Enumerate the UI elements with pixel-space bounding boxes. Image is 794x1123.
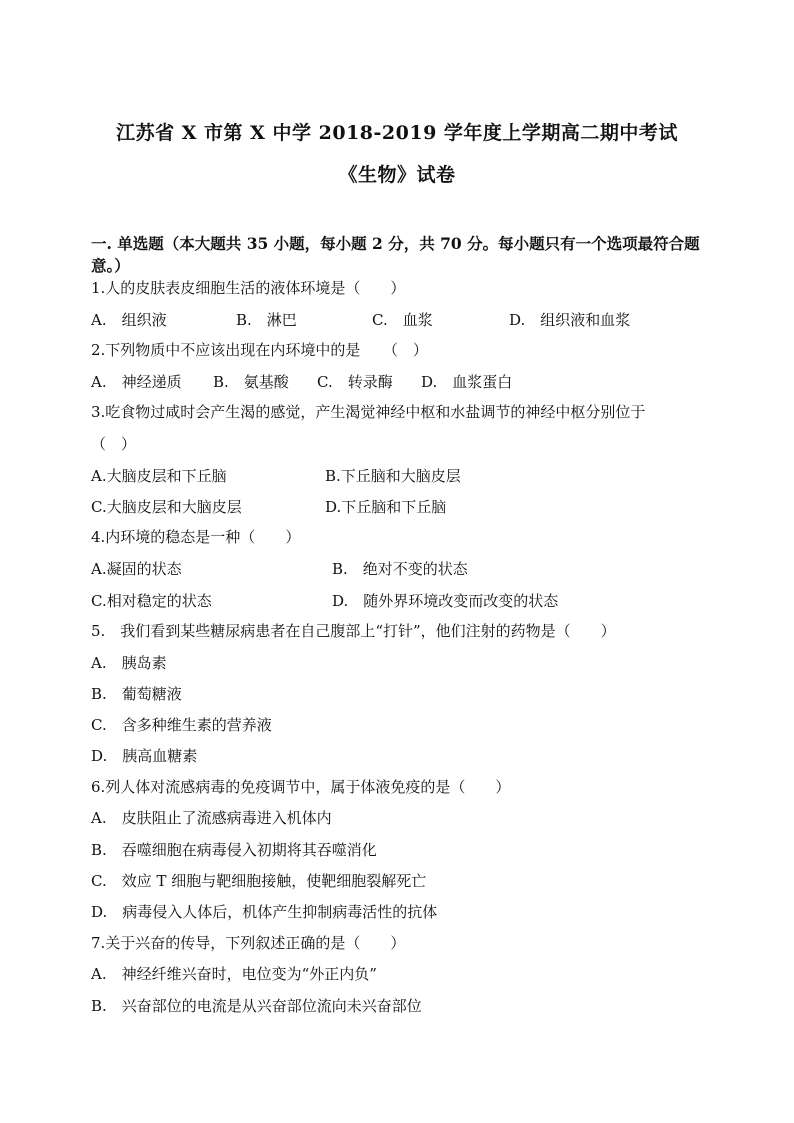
- question-2-option-a: A. 神经递质: [91, 373, 182, 391]
- question-2-option-d: D. 血浆蛋白: [421, 373, 513, 391]
- question-7-option-a: A. 神经纤维兴奋时，电位变为“外正内负”: [91, 965, 377, 983]
- question-2-option-b: B. 氨基酸: [213, 373, 289, 391]
- question-1-option-a: A. 组织液: [91, 311, 167, 329]
- question-1-option-c: C. 血浆: [372, 311, 433, 329]
- question-5-stem: 5. 我们看到某些糖尿病患者在自己腹部上“打针”，他们注射的药物是（ ）: [91, 622, 616, 640]
- question-3-option-c: C.大脑皮层和大脑皮层: [91, 498, 242, 516]
- question-6-stem: 6.列人体对流感病毒的免疫调节中，属于体液免疫的是（ ）: [91, 778, 511, 796]
- question-5-option-d: D. 胰高血糖素: [91, 747, 198, 765]
- question-5-option-b: B. 葡萄糖液: [91, 685, 182, 703]
- question-2-option-c: C. 转录酶: [317, 373, 393, 391]
- question-3-option-a: A.大脑皮层和下丘脑: [91, 467, 227, 485]
- question-4-option-c: C.相对稳定的状态: [91, 592, 212, 610]
- question-3-option-b: B.下丘脑和大脑皮层: [325, 467, 461, 485]
- question-6-option-b: B. 吞噬细胞在病毒侵入初期将其吞噬消化: [91, 841, 377, 859]
- exam-title-line1: 江苏省 X 市第 X 中学 2018-2019 学年度上学期高二期中考试: [116, 122, 678, 144]
- question-6-option-c: C. 效应 T 细胞与靶细胞接触，使靶细胞裂解死亡: [91, 872, 427, 890]
- exam-title-line2: 《生物》试卷: [338, 164, 456, 186]
- question-1-option-b: B. 淋巴: [236, 311, 297, 329]
- question-3-option-d: D.下丘脑和下丘脑: [325, 498, 447, 516]
- question-1-option-d: D. 组织液和血浆: [509, 311, 631, 329]
- section-heading: 一. 单选题（本大题共 35 小题，每小题 2 分，共 70 分。每小题只有一个选项最符合题意。）: [91, 234, 700, 275]
- question-1-stem: 1.人的皮肤表皮细胞生活的液体环境是（ ）: [91, 279, 406, 297]
- question-4-option-d: D. 随外界环境改变而改变的状态: [332, 592, 559, 610]
- question-6-option-a: A. 皮肤阻止了流感病毒进入机体内: [91, 809, 332, 827]
- question-7-option-b: B. 兴奋部位的电流是从兴奋部位流向未兴奋部位: [91, 997, 422, 1015]
- question-7-stem: 7.关于兴奋的传导，下列叙述正确的是（ ）: [91, 934, 406, 952]
- question-3-stem-cont: （ ）: [91, 435, 137, 453]
- question-5-option-c: C. 含多种维生素的营养液: [91, 716, 272, 734]
- question-4-option-b: B. 绝对不变的状态: [332, 560, 468, 578]
- question-4-stem: 4.内环境的稳态是一种（ ）: [91, 528, 301, 546]
- question-2-stem: 2.下列物质中不应该出现在内环境中的是 （ ）: [91, 341, 428, 359]
- question-5-option-a: A. 胰岛素: [91, 654, 167, 672]
- question-3-stem: 3.吃食物过咸时会产生渴的感觉，产生渴觉神经中枢和水盐调节的神经中枢分别位于: [91, 403, 646, 421]
- question-6-option-d: D. 病毒侵入人体后，机体产生抑制病毒活性的抗体: [91, 903, 438, 921]
- question-4-option-a: A.凝固的状态: [91, 560, 182, 578]
